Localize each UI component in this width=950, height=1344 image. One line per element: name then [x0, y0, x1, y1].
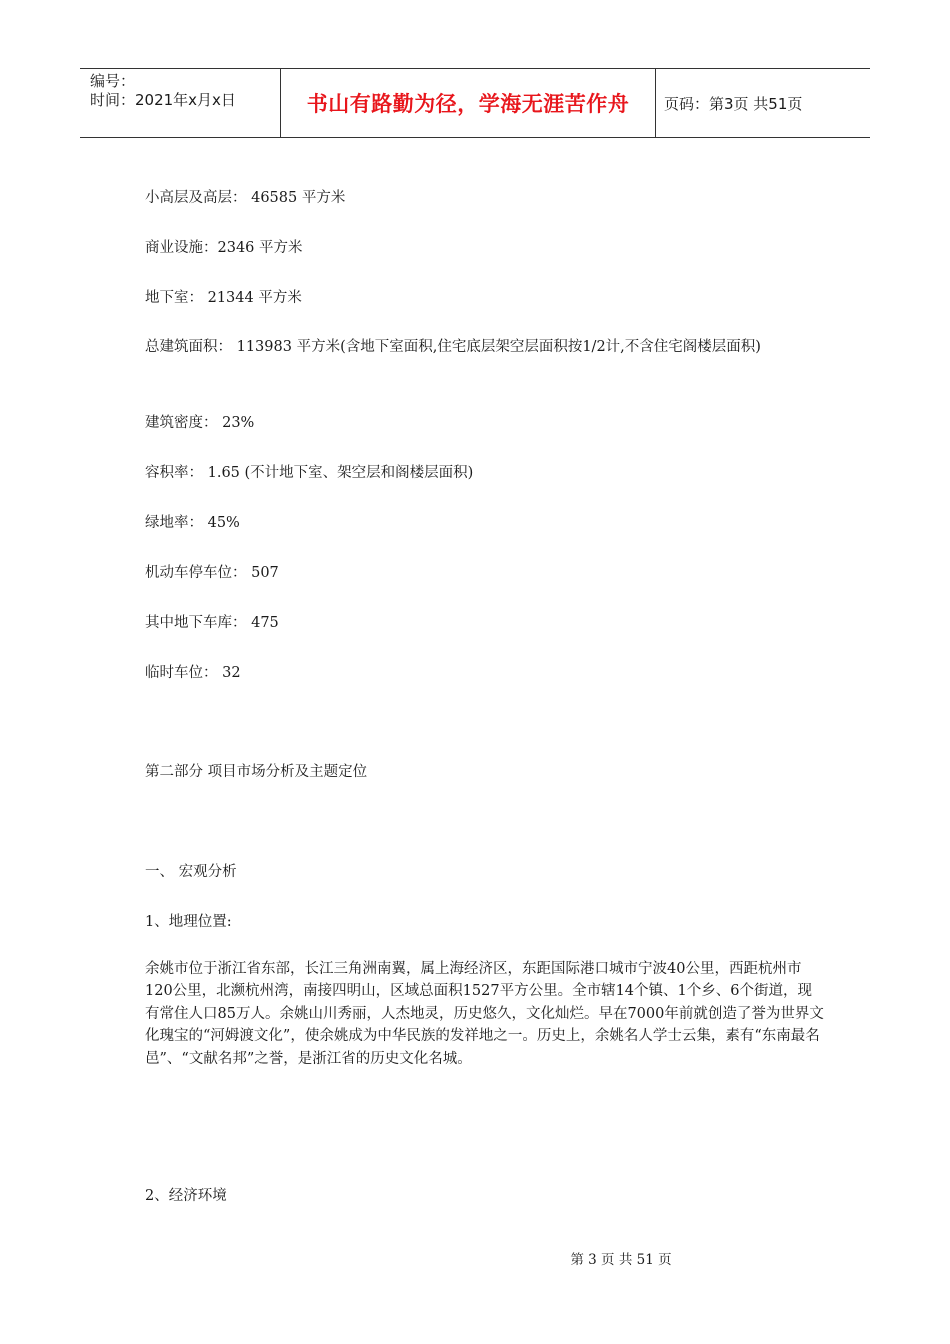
stat-underground-garage: 其中地下车库： 475 [145, 615, 279, 631]
number-label: 编号： [90, 72, 136, 90]
stat-total-area: 总建筑面积： 113983 平方米(含地下室面积,住宅底层架空层面积按1/2计,不含住宅阁楼层面积) [145, 339, 761, 355]
stat-building-density: 建筑密度： 23% [145, 415, 255, 431]
stat-parking-spaces: 机动车停车位： 507 [145, 565, 279, 581]
subsection-economy: 2、经济环境 [145, 1188, 227, 1204]
header-motto: 书山有路勤为径，学海无涯苦作舟 [281, 69, 656, 137]
page-footer [0, 1248, 950, 1268]
header-meta [80, 69, 281, 137]
stat-temporary-parking: 临时车位： 32 [145, 665, 241, 681]
subsection-location: 1、地理位置: [145, 914, 232, 930]
part-title: 第二部分 项目市场分析及主题定位 [145, 764, 368, 780]
location-paragraph: 余姚市位于浙江省东部，长江三角洲南翼，属上海经济区，东距国际港口城市宁波40公里，西距杭州市120公里，北濒杭州湾，南接四明山，区域总面积1527平方公里。全市辖14个镇、1个乡、6个街道，现有常住人口85万人。余姚山川秀丽，人杰地灵，历史悠久，文化灿烂。早在7000年前就创造了誉为世界文化瑰宝的“河姆渡文化”，使余姚成为中华民族的发祥地之一。历史上，余姚名人学士云集，素有“东南最名邑”、“文献名邦”之誉，是浙江省的历史文化名城。 [145, 961, 824, 1067]
stat-highrise-area: 小高层及高层： 46585 平方米 [145, 190, 346, 206]
section-title: 一、 宏观分析 [145, 864, 237, 880]
stat-green-ratio: 绿地率： 45% [145, 515, 240, 531]
stat-plot-ratio: 容积率： 1.65 (不计地下室、架空层和阁楼层面积) [145, 465, 474, 481]
footer-page-number: 第 3 页 共 51 页 [570, 1252, 672, 1268]
stat-commercial-area: 商业设施：2346 平方米 [145, 240, 303, 256]
header-page-info: 页码：第3页 共51页 [664, 94, 803, 113]
stat-basement-area: 地下室： 21344 平方米 [145, 290, 302, 306]
time-label: 时间：2021年x月x日 [90, 91, 236, 109]
page-header [80, 68, 870, 138]
